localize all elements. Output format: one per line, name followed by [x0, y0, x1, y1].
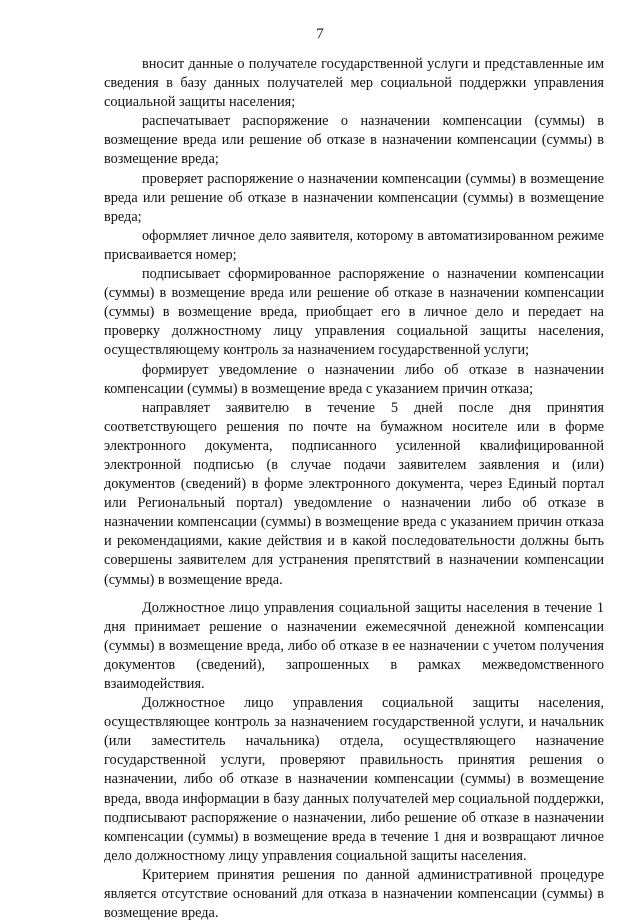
paragraph: оформляет личное дело заявителя, которому в автоматизированном режиме присваивается номер;	[104, 227, 604, 263]
paragraph: проверяет распоряжение о назначении компенсации (суммы) в возмещение вреда или решение об отказе в назначении компенсации (суммы) в возмещение вреда;	[104, 170, 604, 225]
paragraph: вносит данные о получателе государственной услуги и представленные им сведения в базу данных получателей мер социальной поддержки управления социальной защиты населения;	[104, 56, 604, 111]
paragraph: формирует уведомление о назначении либо об отказе в назначении компенсации (суммы) в возмещение вреда с указанием причин отказа;	[104, 361, 604, 397]
paragraph: Критерием принятия решения по данной административной процедуре является отсутствие оснований для отказа в назначении компенсации (суммы) в возмещение вреда.	[104, 866, 604, 922]
body-text	[104, 55, 604, 923]
paragraph: Должностное лицо управления социальной защиты населения в течение 1 дня принимает решение о назначении ежемесячной денежной компенсации (суммы) в возмещение вреда, либо об отказе в ее назначении с учетом получения документов (сведений), запрошенных в рамках межведомственного взаимодействия.	[104, 599, 604, 692]
page-number: 7	[316, 26, 324, 42]
paragraph: подписывает сформированное распоряжение о назначении компенсации (суммы) в возмещение вреда или решение об отказе в назначении компенсации (суммы) в возмещение вреда, приобщает его в личное дело и передает на проверку должностному лицу управления социальной защиты населения, осуществляющему контроль за назначением государственной услуги;	[104, 266, 604, 359]
paragraph: Должностное лицо управления социальной защиты населения, осуществляющее контроль за назначением государственной услуги, и начальник (или заместитель начальника) отдела, осуществляющего назначение государственной услуги, проверяют правильность принятия решения о назначении, либо об отказе в назначении компенсации (суммы) в возмещение вреда, ввода информации в базу данных получателей мер социальной поддержки, подписывают распоряжение о назначении, либо решение об отказе в назначении компенсации (суммы) в возмещение вреда в течение 1 дня и возвращают личное дело должностному лицу управления социальной защиты населения.	[104, 695, 604, 864]
paragraph: распечатывает распоряжение о назначении компенсации (суммы) в возмещение вреда или решение об отказе в назначении компенсации (суммы) в возмещение вреда;	[104, 113, 604, 168]
paragraph: направляет заявителю в течение 5 дней после дня принятия соответствующего решения по почте на бумажном носителе или в форме электронного документа, подписанного усиленной квалифицированной электронной подписью (в случае подачи заявителем заявления и (или) документов (сведений) в форме электронного документа, через Единый портал или Региональный портал) уведомление о назначении либо об отказе в назначении компенсации (суммы) в возмещение вреда с указанием причин отказа и рекомендациями, какие действия и в какой последовательности должны быть совершены заявителем для устранения препятствий в назначении компенсации (суммы) в возмещение вреда.	[104, 399, 604, 588]
